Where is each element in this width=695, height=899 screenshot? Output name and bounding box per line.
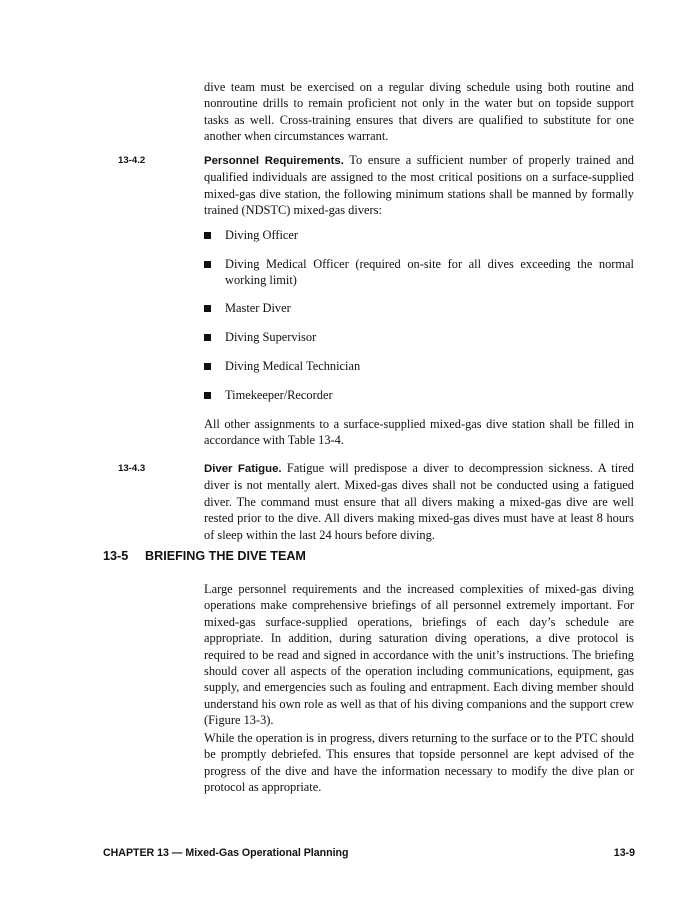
- list-item: Diving Supervisor: [204, 329, 634, 345]
- briefing-paragraph-1: Large personnel requirements and the increased complexities of mixed-gas diving operations make comprehensive briefings of all personnel extremely important. For mixed-gas surface-supplied operations, briefings of each day’s schedule are appropriate. In addition, during saturation diving operations, a dive protocol is required to be read and signed in accordance with the unit’s instructions. The briefing should cover all aspects of the operation including communications, equipment, gas supply, and emergencies such as fouling and entrapment. Each diving member should understand his own role as well as that of his diving companions and the support crew (Figure 13-3).: [204, 582, 634, 728]
- section-closing: All other assignments to a surface-supplied mixed-gas dive station shall be filled in accordance with Table 13-4.: [204, 417, 634, 448]
- bullet-square-icon: [204, 232, 211, 239]
- heading-title: BRIEFING THE DIVE TEAM: [145, 549, 306, 563]
- section-paragraph: [204, 460, 634, 543]
- briefing-paragraph-2: While the operation is in progress, divers returning to the surface or to the PTC should be promptly debriefed. This ensures that topside personnel are kept advised of the progress of the dive and have the information necessary to modify the dive plan or protocol as appropriate.: [204, 731, 634, 795]
- section-number: 13-4.2: [118, 155, 146, 166]
- heading-number: 13-5: [103, 549, 129, 563]
- section-title: Diver Fatigue.: [204, 463, 282, 475]
- list-item: Diving Medical Officer (required on-site for all dives exceeding the normal working limit): [204, 256, 634, 289]
- bullet-square-icon: [204, 392, 211, 399]
- section-title: Personnel Requirements.: [204, 155, 344, 167]
- section-number: 13-4.3: [118, 463, 146, 474]
- list-item: Diving Officer: [204, 227, 634, 243]
- list-item: Timekeeper/Recorder: [204, 387, 634, 403]
- list-item: Diving Medical Technician: [204, 358, 634, 374]
- page-number: 13-9: [613, 847, 635, 859]
- section-text: Fatigue will predispose a diver to decompression sickness. A tired diver is not mentally alert. Mixed-gas dives shall not be conducted using a fatigued diver. The command must ensure that all divers making a mixed-gas dive are well rested prior to the dive. All divers making mixed-gas dives must have at least 8 hours of sleep within the last 24 hours before diving.: [204, 461, 634, 542]
- footer-chapter: CHAPTER 13 — Mixed-Gas Operational Planning: [103, 847, 349, 859]
- bullet-square-icon: [204, 261, 211, 268]
- intro-paragraph: dive team must be exercised on a regular diving schedule using both routine and nonroutine drills to remain proficient not only in the water but on topside support tasks as well. Cross-training ensures that divers are qualified to substitute for one another when circumstances warrant.: [204, 80, 634, 144]
- section-paragraph: [204, 152, 634, 219]
- bullet-square-icon: [204, 363, 211, 370]
- section-text: To ensure a sufficient number of properly trained and qualified individuals are assigned to the most critical positions on a surface-supplied mixed-gas dive station, the following minimum stations shall be manned by formally trained (NDSTC) mixed-gas divers:: [204, 153, 634, 218]
- list-item: Master Diver: [204, 300, 634, 316]
- bullet-square-icon: [204, 334, 211, 341]
- bullet-square-icon: [204, 305, 211, 312]
